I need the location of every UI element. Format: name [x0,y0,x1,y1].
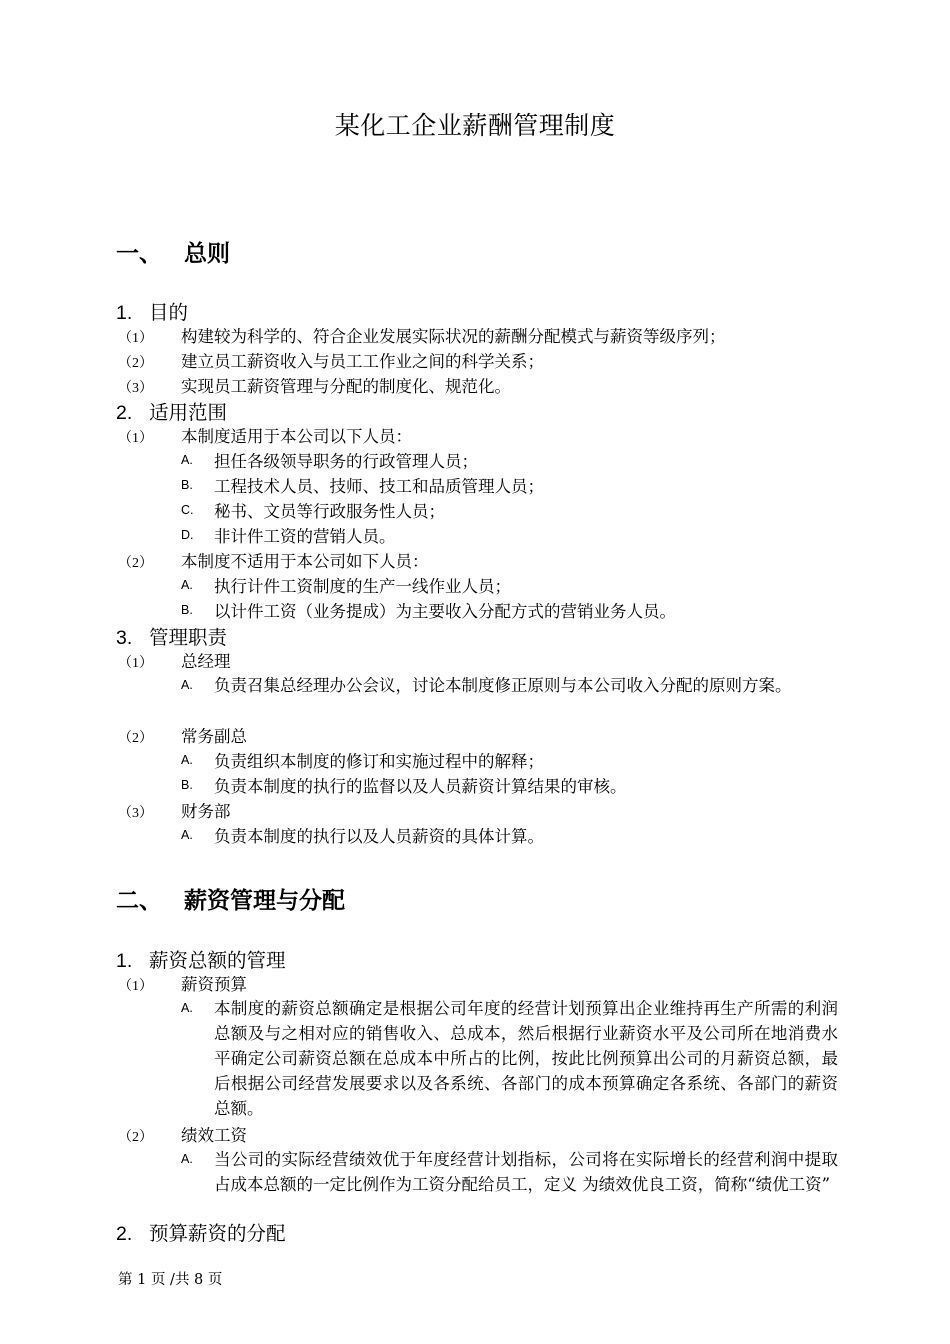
subheading-scope: 2. 适用范围 [116,401,228,424]
list-letter: B. [181,778,193,792]
list-letter: C. [181,503,194,517]
list-text: 工程技术人员、技师、技工和品质管理人员； [214,477,544,496]
list-letter: A. [181,1001,193,1015]
item-number: （2） [118,1130,153,1145]
item-text: 本制度不适用于本公司如下人员： [181,552,429,571]
list-letter: B. [181,478,193,492]
list-text: 负责本制度的执行的监督以及人员薪资计算结果的审核。 [214,777,627,796]
list-text: 以计件工资（业务提成）为主要收入分配方式的营销业务人员。 [214,602,676,621]
item-number: （2） [118,556,153,571]
list-letter: A. [181,828,193,842]
list-paragraph: 负责召集总经理办公会议，讨论本制度修正原则与本公司收入分配的原则方案。 [214,676,792,695]
page-footer: 第 1 页 /共 8 页 [118,1272,223,1288]
item-number: （2） [118,731,153,746]
section-title: 薪资管理与分配 [184,888,345,914]
item-text: 总经理 [181,652,231,671]
item-number: （2） [118,356,153,371]
item-number: （1） [118,431,153,446]
list-text: 执行计件工资制度的生产一线作业人员； [214,577,511,596]
item-text: 建立员工薪资收入与员工工作业之间的科学关系； [181,352,544,371]
subheading-salary-total: 1. 薪资总额的管理 [116,949,286,972]
list-letter: A. [181,1152,193,1166]
list-letter: B. [181,603,193,617]
list-letter: A. [181,678,193,692]
list-letter: A. [181,753,193,767]
document-title: 某化工企业薪酬管理制度 [334,111,616,140]
item-text: 本制度适用于本公司以下人员： [181,427,412,446]
item-text: 常务副总 [181,727,247,746]
item-text: 实现员工薪资管理与分配的制度化、规范化。 [181,377,511,396]
list-text: 负责组织本制度的修订和实施过程中的解释； [214,752,544,771]
list-letter: D. [181,528,194,542]
section-title: 总则 [184,241,230,267]
subheading-responsibilities: 3. 管理职责 [116,626,228,649]
section-number: 一、 [116,241,162,267]
list-text: 非计件工资的营销人员。 [214,527,396,546]
item-number: （3） [118,381,153,396]
subheading-budget-allocation: 2. 预算薪资的分配 [116,1222,286,1245]
section-heading-1 [116,235,230,268]
item-number: （1） [118,331,153,346]
item-number: （3） [118,806,153,821]
subheading-purpose: 1. 目的 [116,301,189,324]
item-number: （1） [118,979,153,994]
item-text: 构建较为科学的、符合企业发展实际状况的薪酬分配模式与薪资等级序列； [181,327,726,346]
list-letter: A. [181,578,193,592]
list-text: 负责本制度的执行以及人员薪资的具体计算。 [214,827,544,846]
item-text: 绩效工资 [181,1126,247,1145]
list-letter: A. [181,453,193,467]
item-text: 财务部 [181,802,231,821]
section-number: 二、 [116,888,162,914]
item-text: 薪资预算 [181,975,247,994]
list-paragraph: 本制度的薪资总额确定是根据公司年度的经营计划预算出企业维持再生产所需的利润总额及与之相对应的销售收入、总成本，然后根据行业薪资水平及公司所在地消费水平确定公司薪资总额在总成本中所占的比例，按此比例预算出公司的月薪资总额，最后根据公司经营发展要求以及各系统、各部门的成本预算确定各系统、各部门的薪资总额。 [214,999,838,1118]
list-text: 担任各级领导职务的行政管理人员； [214,452,478,471]
item-number: （1） [118,656,153,671]
list-paragraph: 当公司的实际经营绩效优于年度经营计划指标，公司将在实际增长的经营利润中提取占成本总额的一定比例作为工资分配给员工，定义 为绩效优良工资，简称“绩优工资” [214,1150,838,1194]
list-text: 秘书、文员等行政服务性人员； [214,502,445,521]
section-heading-2 [116,882,345,915]
